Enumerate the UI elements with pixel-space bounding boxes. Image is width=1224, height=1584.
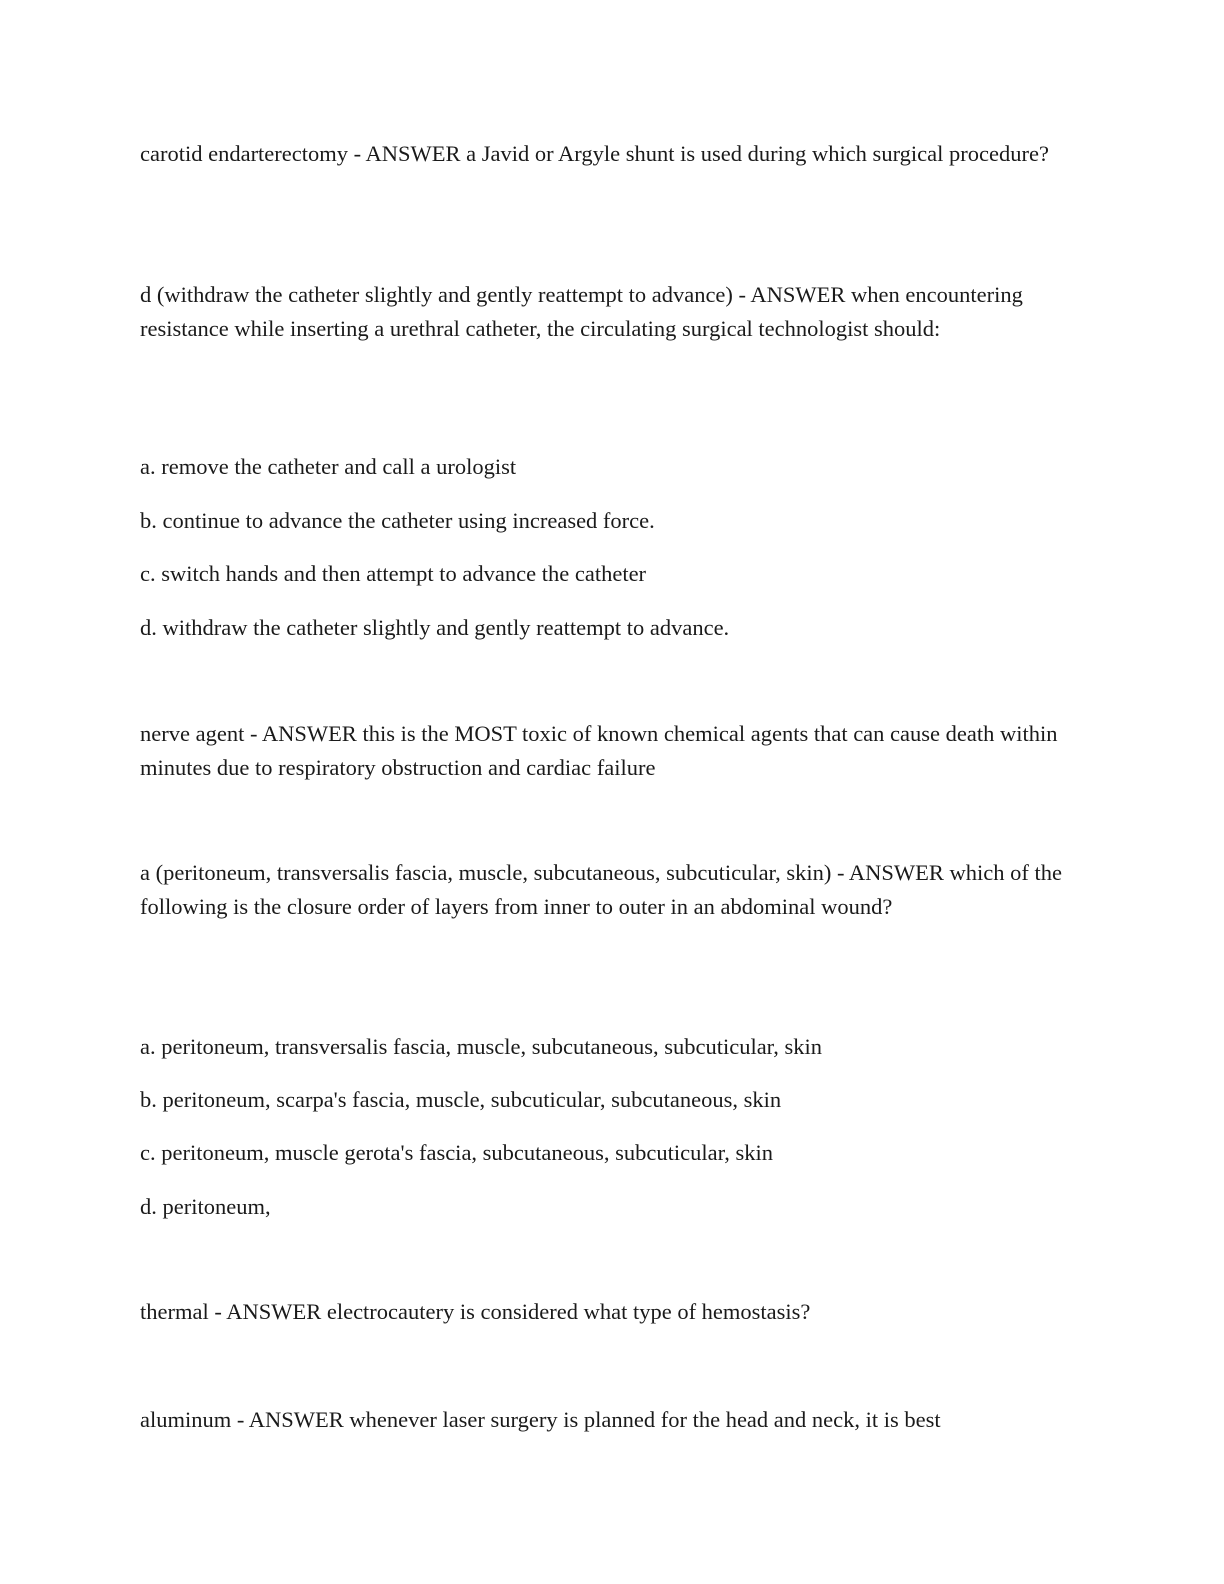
option-a-catheter: a. remove the catheter and call a urologist [140,454,517,479]
option-d-catheter: d. withdraw the catheter slightly and gently reattempt to advance. [140,615,730,640]
paragraph-urethral-catheter-question: d (withdraw the catheter slightly and gently reattempt to advance) - ANSWER when encountering resistance while inserting a urethral catheter, the circulating surgical technologist should: [140,282,1023,341]
option-d-closure: d. peritoneum, [140,1194,271,1219]
paragraph-carotid-endarterectomy: carotid endarterectomy - ANSWER a Javid or Argyle shunt is used during which surgical procedure? [140,141,1049,166]
option-c-catheter: c. switch hands and then attempt to advance the catheter [140,561,647,586]
paragraph-nerve-agent: nerve agent - ANSWER this is the MOST toxic of known chemical agents that can cause death within minutes due to respiratory obstruction and cardiac failure [140,721,1058,780]
paragraph-abdominal-closure-question: a (peritoneum, transversalis fascia, muscle, subcutaneous, subcuticular, skin) - ANSWER which of the following is the closure order of layers from inner to outer in an abdominal wound? [140,860,1062,919]
option-a-closure: a. peritoneum, transversalis fascia, muscle, subcutaneous, subcuticular, skin [140,1034,823,1059]
option-b-catheter: b. continue to advance the catheter using increased force. [140,508,655,533]
option-c-closure: c. peritoneum, muscle gerota's fascia, subcutaneous, subcuticular, skin [140,1140,773,1165]
paragraph-aluminum-laser: aluminum - ANSWER whenever laser surgery is planned for the head and neck, it is best [140,1407,941,1432]
paragraph-thermal-hemostasis: thermal - ANSWER electrocautery is considered what type of hemostasis? [140,1299,811,1324]
option-b-closure: b. peritoneum, scarpa's fascia, muscle, subcuticular, subcutaneous, skin [140,1087,782,1112]
